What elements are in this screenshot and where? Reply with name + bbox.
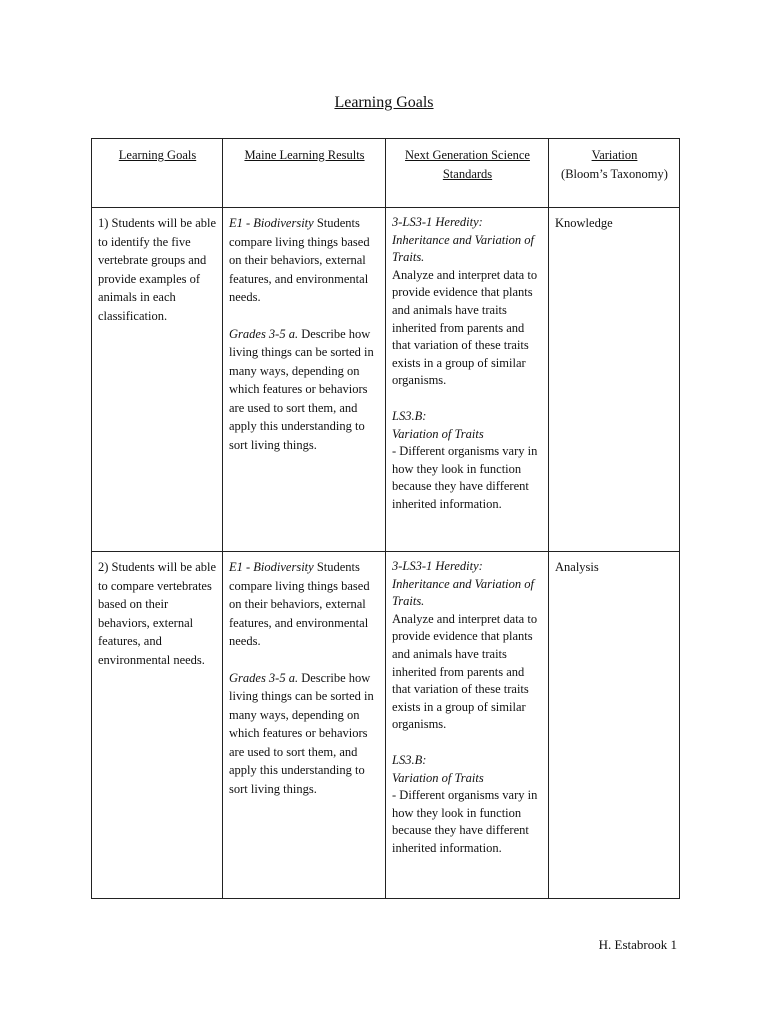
table-row bbox=[92, 208, 680, 552]
maine-cell: E1 - Biodiversity Students compare living things based on their behaviors, external features, and environmental needs. Grades 3-5 a. Describe how living things can be sorted in many ways, depending on which features or behaviors are used to sort them, and apply this understanding to sort living things. bbox=[223, 552, 386, 899]
goal-cell: 1) Students will be able to identify the five vertebrate groups and provide examples of animals in each classification. bbox=[92, 208, 223, 552]
header-ngss: Next Generation Science Standards bbox=[386, 139, 549, 208]
ngss-cell: 3-LS3-1 Heredity: Inheritance and Variation of Traits. Analyze and interpret data to provide evidence that plants and animals have traits inherited from parents and that variation of these traits exists in a group of similar organisms. LS3.B: Variation of Traits - Different organisms vary in how they look in function because they have different inherited information. bbox=[386, 208, 549, 552]
ngss-cell: 3-LS3-1 Heredity: Inheritance and Variation of Traits. Analyze and interpret data to provide evidence that plants and animals have traits inherited from parents and that variation of these traits exists in a group of similar organisms. LS3.B: Variation of Traits - Different organisms vary in how they look in function because they have different inherited information. bbox=[386, 552, 549, 899]
variation-cell: Analysis bbox=[549, 552, 680, 899]
learning-goals-table bbox=[91, 138, 680, 899]
header-variation: Variation (Bloom’s Taxonomy) bbox=[549, 139, 680, 208]
table-row bbox=[92, 552, 680, 899]
maine-cell: E1 - Biodiversity Students compare living things based on their behaviors, external features, and environmental needs. Grades 3-5 a. Describe how living things can be sorted in many ways, depending on which features or behaviors are used to sort them, and apply this understanding to sort living things. bbox=[223, 208, 386, 552]
variation-cell: Knowledge bbox=[549, 208, 680, 552]
page-title: Learning Goals bbox=[334, 94, 434, 111]
header-maine-learning-results: Maine Learning Results bbox=[223, 139, 386, 208]
goal-cell: 2) Students will be able to compare vertebrates based on their behaviors, external features, and environmental needs. bbox=[92, 552, 223, 899]
header-learning-goals: Learning Goals bbox=[92, 139, 223, 208]
page-footer: H. Estabrook 1 bbox=[598, 937, 677, 952]
table-header-row bbox=[92, 139, 680, 208]
